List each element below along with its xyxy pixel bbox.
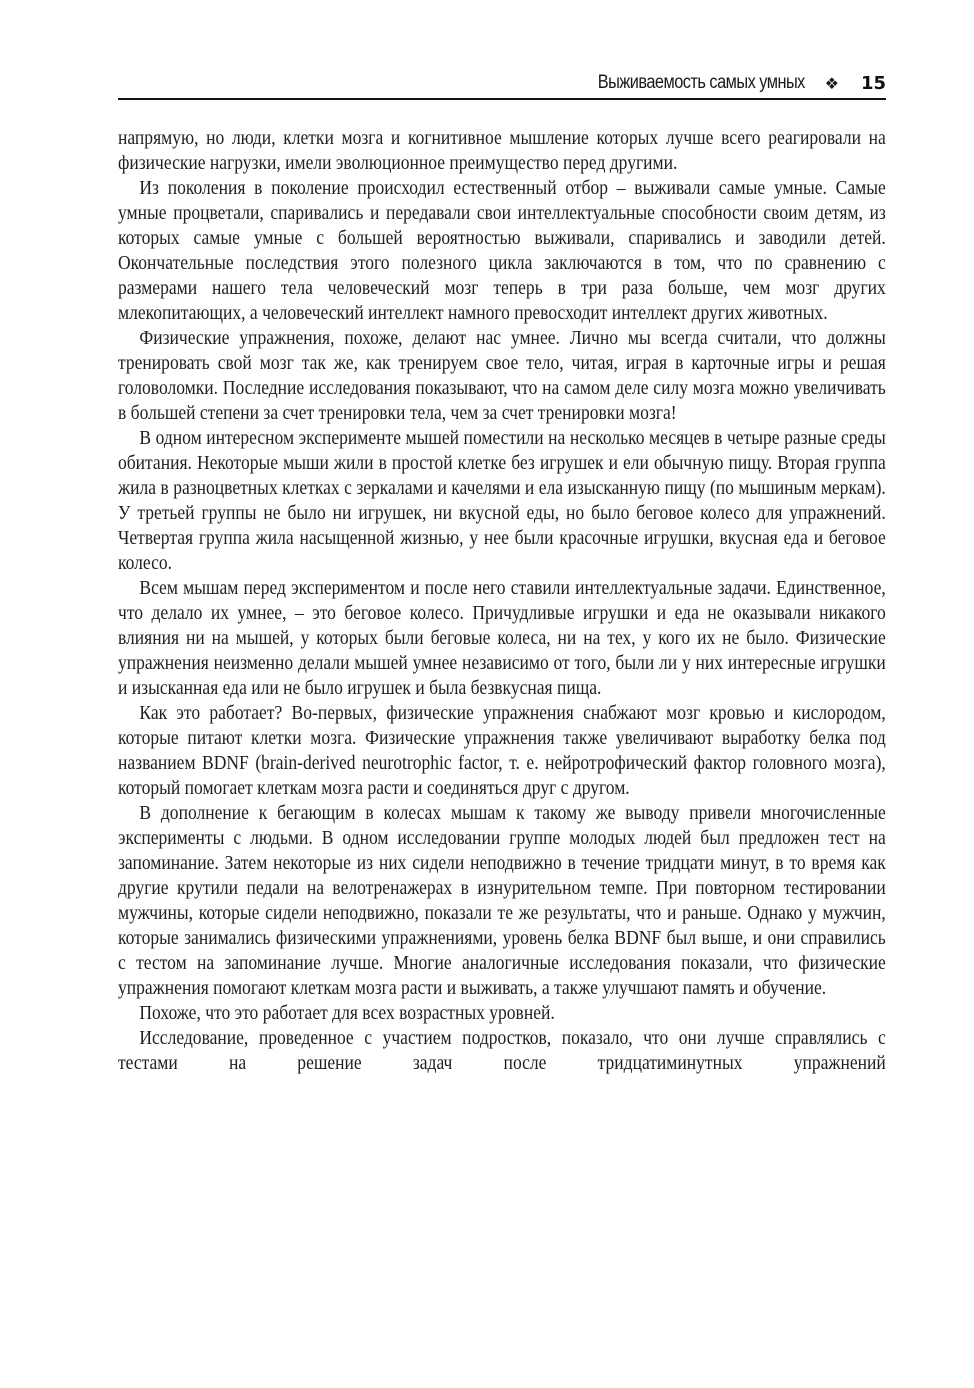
paragraph: Похоже, что это работает для всех возрастных уровней. xyxy=(139,1002,555,1024)
paragraph: Физические упражнения, похоже, делают нас умнее. Лично мы всегда считали, что должны тренировать свой мозг так же, как тренируем свое тело, читая, играя в карточные игры и решая головоломки. Последние исследования показывают, что на самом деле силу мозга можно увеличивать в большей степени за счет тренировки тела, чем за счет тренировки мозга! xyxy=(118,327,886,424)
page-number: 15 xyxy=(860,72,886,94)
page-header xyxy=(118,68,886,100)
paragraph: Всем мышам перед экспериментом и после него ставили интеллектуальные задачи. Единственное, что делало их умнее, – это беговое колесо. Причудливые игрушки и еда не оказывали никакого влияния ни на мышей, у которых были беговые колеса, ни на тех, у кого их не было. Физические упражнения неизменно делали мышей умнее независимо от того, были ли у них интересные игрушки и изысканная еда или не было игрушек и была безвкусная пища. xyxy=(118,577,886,699)
paragraph: Как это работает? Во-первых, физические упражнения снабжают мозг кровью и кислородом, которые питают клетки мозга. Физические упражнения также увеличивают выработку белка под названием BDNF (brain-derived neurotrophic factor, т. е. нейротрофический фактор головного мозга), который помогает клеткам мозга расти и соединяться друг с другом. xyxy=(118,702,886,799)
paragraph: напрямую, но люди, клетки мозга и когнитивное мышление которых лучше всего реагировали на физические нагрузки, имели эволюционное преимущество перед другими. xyxy=(118,127,886,174)
paragraph: Исследование, проведенное с участием подростков, показало, что они лучше справлялись с тестами на решение задач после тридцатиминутных упражнений xyxy=(118,1027,886,1074)
paragraph: В дополнение к бегающим в колесах мышам к такому же выводу привели многочисленные эксперименты с людьми. В одном исследовании группе молодых людей был предложен тест на запоминание. Затем некоторые из них сидели неподвижно в течение тридцати минут, в то время как другие крутили педали на велотренажерах в изнурительном темпе. При повторном тестировании мужчины, которые сидели неподвижно, показали те же результаты, что и раньше. Однако у мужчин, которые занимались физическими упражнениями, уровень белка BDNF был выше, и они справились с тестом на запоминание лучше. Многие аналогичные исследования показали, что физические упражнения помогают клеткам мозга расти и выживать, а также улучшают память и обучение. xyxy=(118,802,886,999)
paragraph: Из поколения в поколение происходил естественный отбор – выживали самые умные. Самые умные процветали, спаривались и передавали свои интеллектуальные способности своим детям, из которых самые умные с большей вероятностью выживали, спаривались и заводили детей. Окончательные последствия этого полезного цикла заключаются в том, что по сравнению с размерами нашего тела человеческий мозг теперь в три раза больше, чем мозг других млекопитающих, а человеческий интеллект намного превосходит интеллект других животных. xyxy=(118,177,886,324)
text-column xyxy=(118,126,886,1076)
paragraph: В одном интересном эксперименте мышей поместили на несколько месяцев в четыре разные среды обитания. Некоторые мыши жили в простой клетке без игрушек и ели обычную пищу. Вторая группа жила в разноцветных клетках с зеркалами и качелями и ела изысканную пищу (по мышиным меркам). У третьей группы не было ни игрушек, ни вкусной еды, но было беговое колесо для упражнений. Четвертая группа жила насыщенной жизнью, у нее были красочные игрушки, вкусная еда и беговое колесо. xyxy=(118,427,886,574)
four-diamond-ornament-icon: ❖ xyxy=(824,73,839,93)
running-title: Выживаемость самых умных xyxy=(597,72,805,93)
body-text xyxy=(118,126,886,1076)
